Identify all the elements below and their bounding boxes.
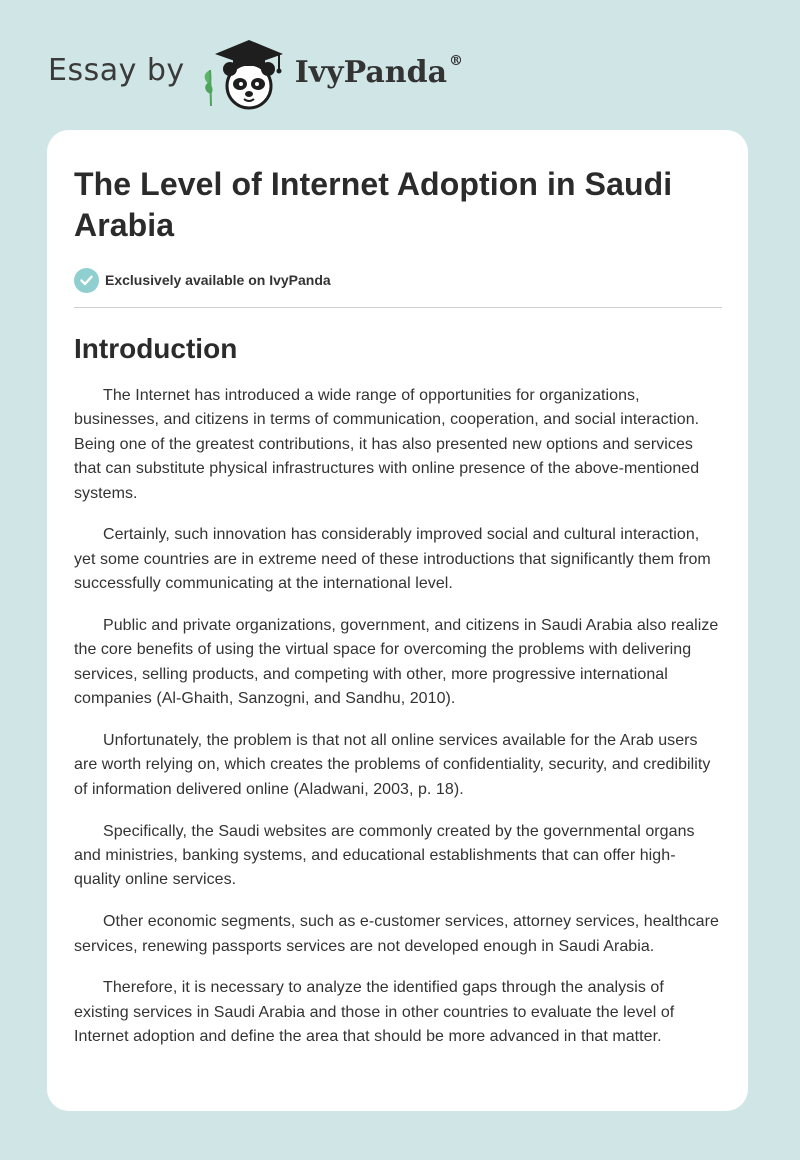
- brand-name: IvyPanda ®: [294, 52, 464, 90]
- exclusive-badge-label: Exclusively available on IvyPanda: [105, 272, 331, 288]
- essay-body: [74, 384, 722, 1050]
- paragraph: Public and private organizations, government, and citizens in Saudi Arabia also realize the core benefits of using the virtual space for overcoming the problems with delivering services, selling products, and competing with other, more progressive international companies (Al-Ghaith, Sanzogni, and Sandhu, 2010).: [74, 617, 719, 708]
- page-title: The Level of Internet Adoption in Saudi Arabia: [74, 166, 673, 243]
- divider: [74, 307, 722, 308]
- checkmark-icon: [74, 268, 99, 293]
- paragraph: Specifically, the Saudi websites are commonly created by the governmental organs and ministries, banking systems, and educational establishments that can offer high-quality online services.: [74, 822, 695, 889]
- paragraph: The Internet has introduced a wide range of opportunities for organizations, businesses, and citizens in terms of communication, cooperation, and social interaction. Being one of the greatest contributions, it has also presented new options and services that can substitute physical infrastructures with online presence of the above-mentioned systems.: [74, 387, 700, 502]
- paragraph: Therefore, it is necessary to analyze the identified gaps through the analysis of existing services in Saudi Arabia and those in other countries to evaluate the level of Internet adoption and define the area that should be more advanced in that matter.: [74, 979, 675, 1046]
- essay-card: [47, 130, 748, 1111]
- panda-graduate-icon: [199, 36, 291, 112]
- paragraph: Certainly, such innovation has considerably improved social and cultural interaction, yet some countries are in extreme need of these introductions that significantly them from successfully communicating at the international level.: [74, 526, 711, 593]
- brand-prefix: Essay by: [48, 52, 185, 88]
- exclusive-badge: [74, 266, 722, 294]
- registered-mark: ®: [449, 52, 464, 69]
- section-heading: Introduction: [74, 333, 238, 364]
- paragraph: Unfortunately, the problem is that not all online services available for the Arab users are worth relying on, which creates the problems of confidentiality, security, and credibility of information delivered online (Aladwani, 2003, p. 18).: [74, 732, 711, 798]
- paragraph: Other economic segments, such as e-customer services, attorney services, healthcare services, renewing passports services are not developed enough in Saudi Arabia.: [74, 913, 719, 955]
- brand-header[interactable]: [48, 34, 463, 114]
